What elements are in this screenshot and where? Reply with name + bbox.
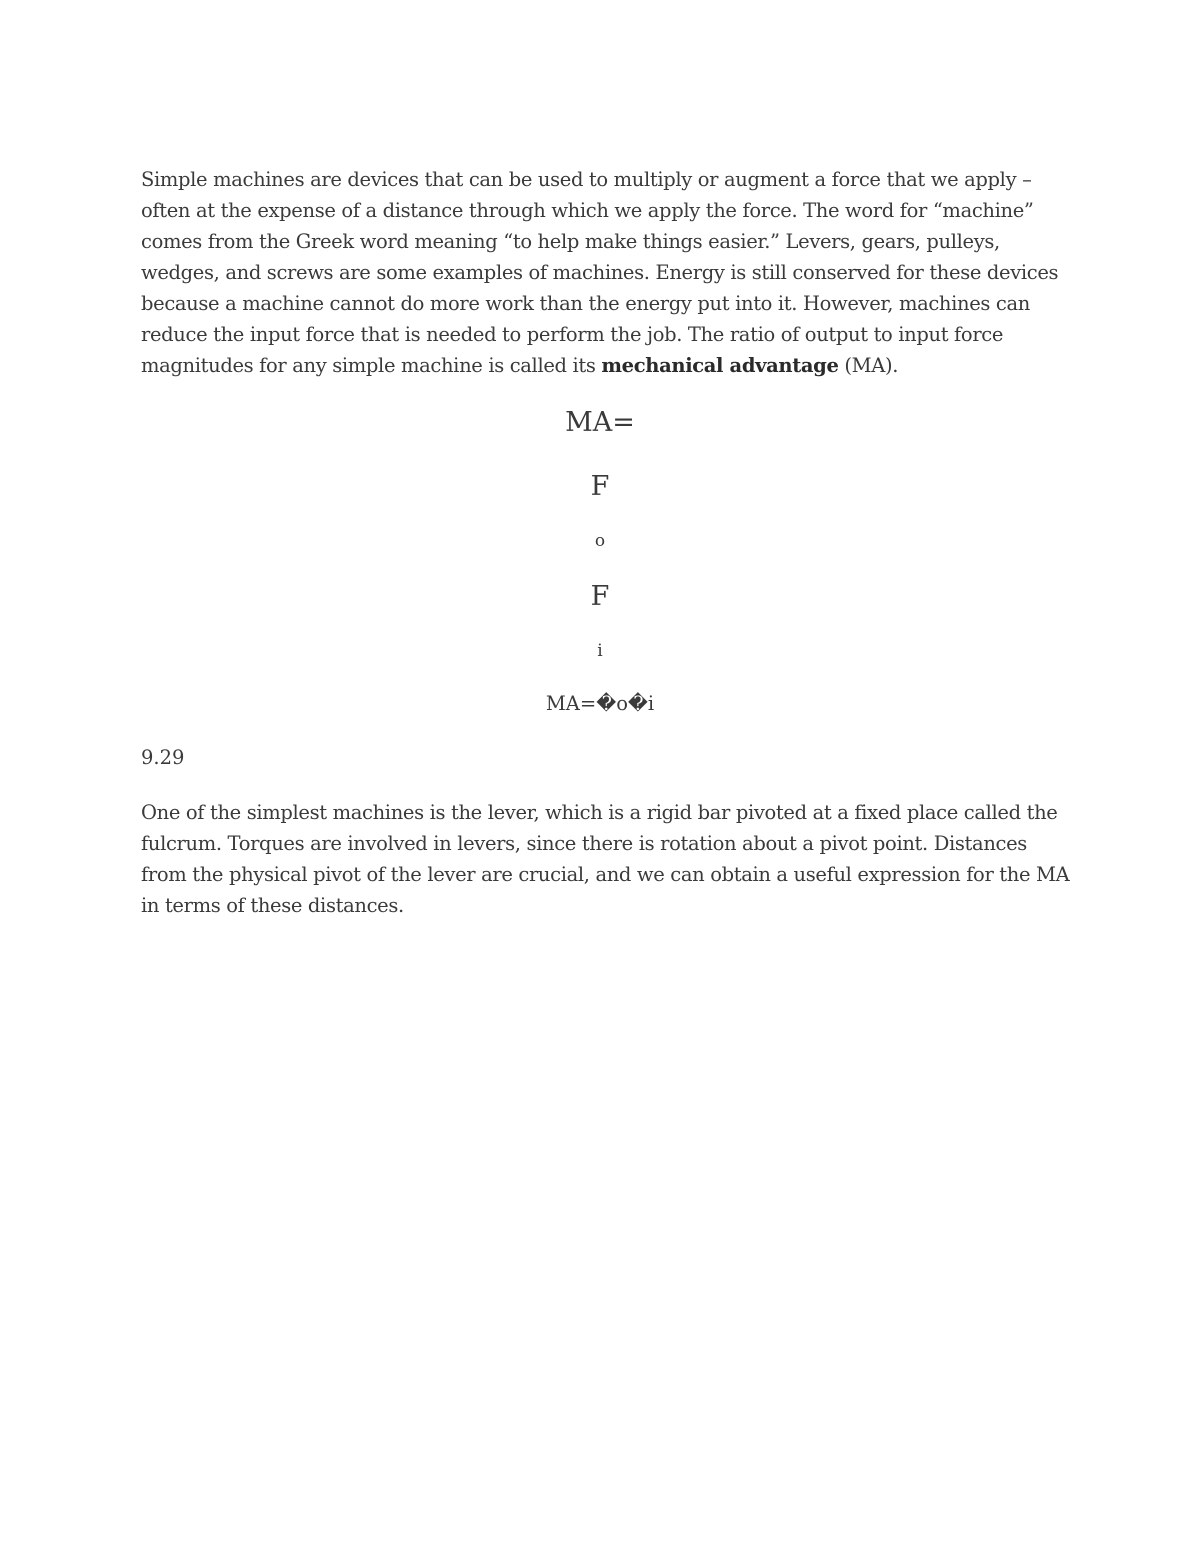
paragraph-simple-machines: [141, 164, 1071, 381]
paragraph-text-end: (MA).: [838, 354, 899, 377]
equation-subscript-o: o: [594, 531, 606, 551]
equation-subscript-i: i: [597, 641, 603, 661]
equation-ma-label: MA=: [565, 407, 635, 438]
equation-inline-text: MA=�o�i: [545, 692, 655, 715]
bold-term-mechanical-advantage: mechanical advantage: [601, 354, 839, 377]
paragraph-lever: One of the simplest machines is the lever, which is a rigid bar pivoted at a fixed place called the fulcrum. Torques are involved in levers, since there is rotation about a pivot point. Distances from the physical pivot of the lever are crucial, and we can obtain a useful expression for the MA in terms of these distances.: [141, 801, 1070, 917]
equation-f-output: F: [590, 471, 610, 502]
equation-f-input: F: [590, 581, 610, 612]
equation-number: 9.29: [141, 746, 185, 769]
paragraph-text: Simple machines are devices that can be used to multiply or augment a force that we apply – often at the expense of a distance through which we apply the force. The word for “machine” comes from the Greek word meaning “to help make things easier.” Levers, gears, pulleys, wedges, and screws are some examples of machines. Energy is still conserved for these devices because a machine cannot do more work than the energy put into it. However, machines can reduce the input force that is needed to perform the job. The ratio of output to input force magnitudes for any simple machine is called its: [141, 168, 1059, 377]
